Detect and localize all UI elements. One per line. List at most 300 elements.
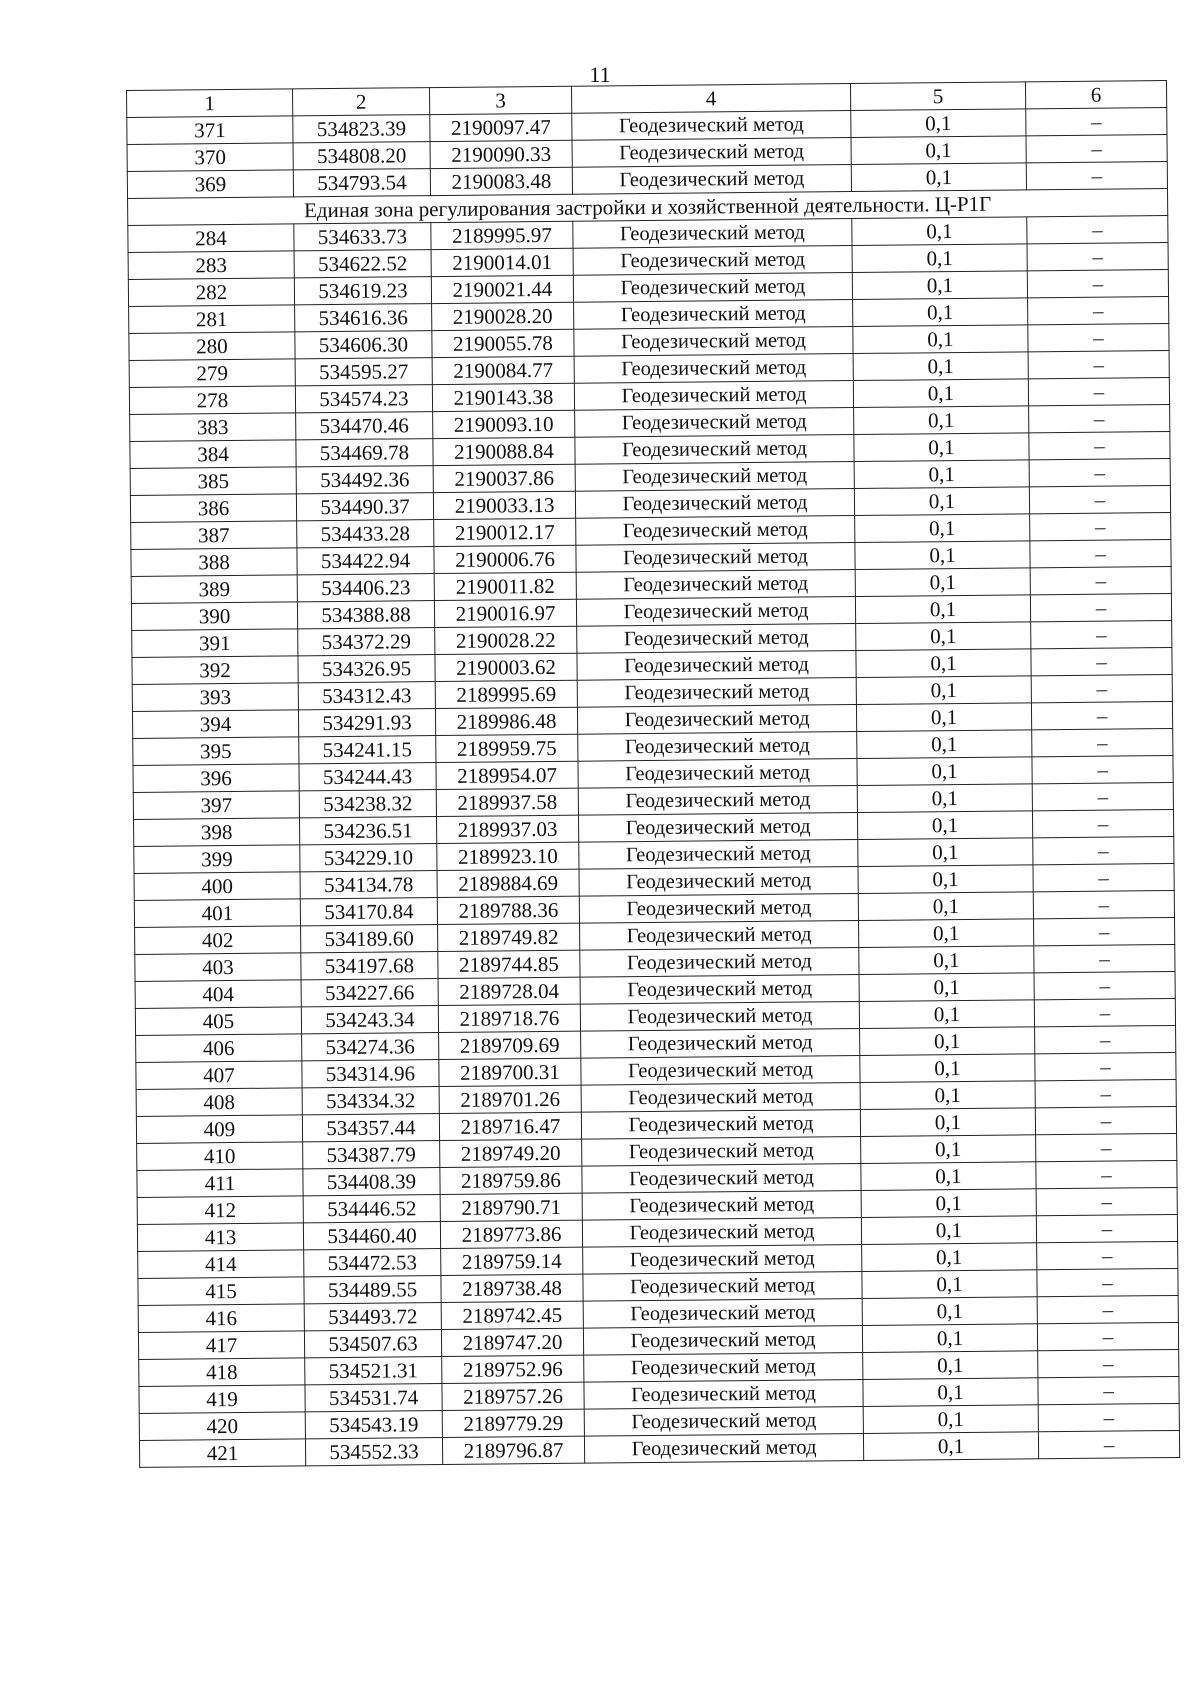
x-coordinate-cell: 534244.43 [299, 763, 436, 791]
x-coordinate-cell: 534422.94 [297, 547, 434, 575]
column-6-cell: – [1027, 216, 1168, 244]
y-coordinate-cell: 2189937.58 [436, 788, 578, 816]
point-number-cell: 404 [135, 980, 301, 1009]
accuracy-cell: 0,1 [859, 1000, 1034, 1029]
method-cell: Геодезический метод [584, 1379, 863, 1409]
accuracy-cell: 0,1 [861, 1135, 1036, 1164]
x-coordinate-cell: 534229.10 [300, 844, 437, 872]
method-cell: Геодезический метод [581, 1029, 860, 1059]
y-coordinate-cell: 2189796.87 [442, 1436, 584, 1464]
column-6-cell: – [1028, 377, 1169, 405]
header-cell-2: 2 [292, 88, 429, 116]
x-coordinate-cell: 534595.27 [295, 358, 432, 386]
x-coordinate-cell: 534326.95 [298, 655, 435, 683]
accuracy-cell: 0,1 [858, 838, 1033, 867]
accuracy-cell: 0,1 [856, 622, 1031, 651]
method-cell: Геодезический метод [580, 921, 859, 951]
point-number-cell: 400 [134, 872, 300, 901]
x-coordinate-cell: 534808.20 [293, 142, 430, 170]
x-coordinate-cell: 534334.32 [302, 1087, 439, 1115]
column-6-cell: – [1038, 1403, 1179, 1431]
x-coordinate-cell: 534460.40 [303, 1222, 440, 1250]
column-6-cell: – [1034, 971, 1175, 999]
y-coordinate-cell: 2189954.07 [436, 761, 578, 789]
y-coordinate-cell: 2189701.26 [439, 1085, 581, 1113]
accuracy-cell: 0,1 [854, 406, 1029, 435]
x-coordinate-cell: 534357.44 [302, 1114, 439, 1142]
method-cell: Геодезический метод [574, 300, 853, 330]
point-number-cell: 387 [131, 521, 297, 550]
column-6-cell: – [1036, 1214, 1177, 1242]
y-coordinate-cell: 2189744.85 [438, 950, 580, 978]
method-cell: Геодезический метод [584, 1406, 863, 1436]
accuracy-cell: 0,1 [853, 379, 1028, 408]
column-6-cell: – [1030, 566, 1171, 594]
column-6-cell: – [1031, 620, 1172, 648]
accuracy-cell: 0,1 [856, 703, 1031, 732]
accuracy-cell: 0,1 [862, 1270, 1037, 1299]
accuracy-cell: 0,1 [853, 352, 1028, 381]
method-cell: Геодезический метод [580, 948, 859, 978]
point-number-cell: 398 [134, 818, 300, 847]
point-number-cell: 408 [136, 1088, 302, 1117]
column-6-cell: – [1033, 890, 1174, 918]
accuracy-cell: 0,1 [854, 487, 1029, 516]
point-number-cell: 399 [134, 845, 300, 874]
method-cell: Геодезический метод [577, 705, 856, 735]
point-number-cell: 409 [136, 1115, 302, 1144]
y-coordinate-cell: 2190003.62 [435, 653, 577, 681]
column-6-cell: – [1030, 512, 1171, 540]
point-number-cell: 403 [135, 953, 301, 982]
y-coordinate-cell: 2189728.04 [438, 977, 580, 1005]
coordinates-table-body [127, 81, 1180, 1468]
x-coordinate-cell: 534492.36 [296, 466, 433, 494]
x-coordinate-cell: 534521.31 [305, 1357, 442, 1385]
accuracy-cell: 0,1 [855, 514, 1030, 543]
column-6-cell: – [1032, 728, 1173, 756]
accuracy-cell: 0,1 [863, 1432, 1038, 1461]
x-coordinate-cell: 534274.36 [302, 1033, 439, 1061]
column-6-cell: – [1026, 108, 1167, 136]
method-cell: Геодезический метод [582, 1163, 861, 1193]
y-coordinate-cell: 2190097.47 [430, 113, 572, 141]
point-number-cell: 415 [138, 1277, 304, 1306]
y-coordinate-cell: 2190028.22 [435, 626, 577, 654]
method-cell: Геодезический метод [584, 1352, 863, 1382]
accuracy-cell: 0,1 [861, 1216, 1036, 1245]
method-cell: Геодезический метод [576, 543, 855, 573]
method-cell: Геодезический метод [583, 1271, 862, 1301]
accuracy-cell: 0,1 [851, 109, 1026, 138]
point-number-cell: 413 [137, 1223, 303, 1252]
coordinates-table [126, 80, 1180, 1468]
method-cell: Геодезический метод [578, 759, 857, 789]
point-number-cell: 402 [135, 926, 301, 955]
accuracy-cell: 0,1 [857, 730, 1032, 759]
y-coordinate-cell: 2190143.38 [432, 383, 574, 411]
point-number-cell: 371 [127, 116, 293, 145]
accuracy-cell: 0,1 [859, 973, 1034, 1002]
method-cell: Геодезический метод [581, 1056, 860, 1086]
column-6-cell: – [1038, 1349, 1179, 1377]
method-cell: Геодезический метод [573, 273, 852, 303]
y-coordinate-cell: 2189779.29 [442, 1409, 584, 1437]
y-coordinate-cell: 2189738.48 [441, 1274, 583, 1302]
accuracy-cell: 0,1 [859, 946, 1034, 975]
method-cell: Геодезический метод [581, 1109, 860, 1139]
column-6-cell: – [1031, 701, 1172, 729]
accuracy-cell: 0,1 [851, 136, 1026, 165]
method-cell: Геодезический метод [580, 1002, 859, 1032]
y-coordinate-cell: 2189709.69 [439, 1031, 581, 1059]
zone-title: Единая зона регулирования застройки и хозяйственной деятельности. Ц-Р1Г [128, 189, 1168, 226]
header-cell-1: 1 [127, 89, 293, 118]
x-coordinate-cell: 534490.37 [296, 493, 433, 521]
method-cell: Геодезический метод [573, 219, 852, 249]
method-cell: Геодезический метод [572, 111, 851, 141]
method-cell: Геодезический метод [581, 1082, 860, 1112]
point-number-cell: 407 [136, 1061, 302, 1090]
method-cell: Геодезический метод [578, 786, 857, 816]
point-number-cell: 390 [131, 602, 297, 631]
point-number-cell: 278 [129, 386, 295, 415]
x-coordinate-cell: 534446.52 [303, 1195, 440, 1223]
y-coordinate-cell: 2189773.86 [440, 1220, 582, 1248]
column-6-cell: – [1034, 944, 1175, 972]
accuracy-cell: 0,1 [854, 460, 1029, 489]
column-6-cell: – [1030, 593, 1171, 621]
accuracy-cell: 0,1 [851, 163, 1026, 192]
y-coordinate-cell: 2189790.71 [440, 1193, 582, 1221]
column-6-cell: – [1029, 431, 1170, 459]
accuracy-cell: 0,1 [855, 595, 1030, 624]
method-cell: Геодезический метод [577, 678, 856, 708]
accuracy-cell: 0,1 [852, 271, 1027, 300]
point-number-cell: 383 [130, 413, 296, 442]
point-number-cell: 391 [132, 629, 298, 658]
accuracy-cell: 0,1 [863, 1351, 1038, 1380]
accuracy-cell: 0,1 [859, 919, 1034, 948]
y-coordinate-cell: 2189716.47 [439, 1112, 581, 1140]
x-coordinate-cell: 534408.39 [303, 1168, 440, 1196]
accuracy-cell: 0,1 [856, 649, 1031, 678]
accuracy-cell: 0,1 [858, 865, 1033, 894]
accuracy-cell: 0,1 [863, 1405, 1038, 1434]
column-6-cell: – [1036, 1133, 1177, 1161]
x-coordinate-cell: 534236.51 [299, 817, 436, 845]
y-coordinate-cell: 2189757.26 [442, 1382, 584, 1410]
y-coordinate-cell: 2189759.86 [440, 1166, 582, 1194]
y-coordinate-cell: 2190084.77 [432, 356, 574, 384]
y-coordinate-cell: 2189986.48 [435, 707, 577, 735]
y-coordinate-cell: 2189923.10 [437, 842, 579, 870]
point-number-cell: 283 [128, 251, 294, 280]
column-6-cell: – [1035, 1079, 1176, 1107]
y-coordinate-cell: 2190012.17 [434, 518, 576, 546]
header-cell-6: 6 [1025, 81, 1166, 109]
method-cell: Геодезический метод [578, 732, 857, 762]
y-coordinate-cell: 2189759.14 [441, 1247, 583, 1275]
point-number-cell: 396 [133, 764, 299, 793]
column-6-cell: – [1027, 243, 1168, 271]
column-6-cell: – [1034, 998, 1175, 1026]
column-6-cell: – [1038, 1376, 1179, 1404]
x-coordinate-cell: 534531.74 [305, 1384, 442, 1412]
accuracy-cell: 0,1 [862, 1243, 1037, 1272]
x-coordinate-cell: 534387.79 [303, 1141, 440, 1169]
coordinates-sheet [126, 80, 1180, 1468]
x-coordinate-cell: 534507.63 [304, 1330, 441, 1358]
point-number-cell: 406 [136, 1034, 302, 1063]
y-coordinate-cell: 2189937.03 [436, 815, 578, 843]
column-6-cell: – [1037, 1268, 1178, 1296]
method-cell: Геодезический метод [582, 1217, 861, 1247]
y-coordinate-cell: 2189752.96 [442, 1355, 584, 1383]
column-6-cell: – [1037, 1295, 1178, 1323]
point-number-cell: 384 [130, 440, 296, 469]
y-coordinate-cell: 2189718.76 [438, 1004, 580, 1032]
method-cell: Геодезический метод [572, 165, 851, 195]
method-cell: Геодезический метод [575, 435, 854, 465]
method-cell: Геодезический метод [575, 489, 854, 519]
column-6-cell: – [1035, 1052, 1176, 1080]
column-6-cell: – [1027, 270, 1168, 298]
accuracy-cell: 0,1 [853, 325, 1028, 354]
y-coordinate-cell: 2190083.48 [430, 167, 572, 195]
x-coordinate-cell: 534622.52 [294, 250, 431, 278]
point-number-cell: 412 [137, 1196, 303, 1225]
point-number-cell: 418 [139, 1358, 305, 1387]
column-6-cell: – [1031, 674, 1172, 702]
header-cell-5: 5 [850, 82, 1025, 111]
column-6-cell: – [1032, 809, 1173, 837]
column-6-cell: – [1038, 1430, 1179, 1458]
point-number-cell: 279 [129, 359, 295, 388]
x-coordinate-cell: 534388.88 [297, 601, 434, 629]
column-6-cell: – [1028, 297, 1169, 325]
header-cell-3: 3 [429, 86, 571, 114]
y-coordinate-cell: 2189995.97 [431, 221, 573, 249]
column-6-cell: – [1035, 1106, 1176, 1134]
accuracy-cell: 0,1 [852, 244, 1027, 273]
x-coordinate-cell: 534616.36 [295, 304, 432, 332]
point-number-cell: 419 [139, 1385, 305, 1414]
x-coordinate-cell: 534197.68 [301, 952, 438, 980]
point-number-cell: 416 [138, 1304, 304, 1333]
x-coordinate-cell: 534472.53 [304, 1249, 441, 1277]
column-6-cell: – [1037, 1241, 1178, 1269]
method-cell: Геодезический метод [574, 354, 853, 384]
x-coordinate-cell: 534823.39 [293, 115, 430, 143]
method-cell: Геодезический метод [584, 1433, 863, 1463]
point-number-cell: 417 [138, 1331, 304, 1360]
x-coordinate-cell: 534493.72 [304, 1303, 441, 1331]
method-cell: Геодезический метод [574, 381, 853, 411]
y-coordinate-cell: 2189788.36 [437, 896, 579, 924]
y-coordinate-cell: 2190014.01 [431, 248, 573, 276]
accuracy-cell: 0,1 [857, 757, 1032, 786]
y-coordinate-cell: 2190011.82 [434, 572, 576, 600]
x-coordinate-cell: 534619.23 [294, 277, 431, 305]
y-coordinate-cell: 2190090.33 [430, 140, 572, 168]
method-cell: Геодезический метод [582, 1136, 861, 1166]
point-number-cell: 421 [139, 1439, 305, 1468]
point-number-cell: 420 [139, 1412, 305, 1441]
x-coordinate-cell: 534170.84 [300, 898, 437, 926]
point-number-cell: 388 [131, 548, 297, 577]
point-number-cell: 284 [128, 224, 294, 253]
x-coordinate-cell: 534574.23 [295, 385, 432, 413]
x-coordinate-cell: 534433.28 [297, 520, 434, 548]
y-coordinate-cell: 2189959.75 [436, 734, 578, 762]
point-number-cell: 401 [134, 899, 300, 928]
accuracy-cell: 0,1 [862, 1324, 1037, 1353]
point-number-cell: 394 [132, 710, 298, 739]
point-number-cell: 411 [137, 1169, 303, 1198]
x-coordinate-cell: 534291.93 [298, 709, 435, 737]
x-coordinate-cell: 534134.78 [300, 871, 437, 899]
method-cell: Геодезический метод [583, 1244, 862, 1274]
accuracy-cell: 0,1 [861, 1162, 1036, 1191]
method-cell: Геодезический метод [579, 894, 858, 924]
point-number-cell: 405 [135, 1007, 301, 1036]
column-6-cell: – [1030, 539, 1171, 567]
x-coordinate-cell: 534241.15 [299, 736, 436, 764]
point-number-cell: 397 [133, 791, 299, 820]
column-6-cell: – [1028, 350, 1169, 378]
x-coordinate-cell: 534606.30 [295, 331, 432, 359]
x-coordinate-cell: 534227.66 [301, 979, 438, 1007]
method-cell: Геодезический метод [577, 624, 856, 654]
column-6-cell: – [1032, 782, 1173, 810]
column-6-cell: – [1026, 135, 1167, 163]
column-6-cell: – [1033, 836, 1174, 864]
method-cell: Геодезический метод [575, 462, 854, 492]
y-coordinate-cell: 2189742.45 [441, 1301, 583, 1329]
y-coordinate-cell: 2189700.31 [439, 1058, 581, 1086]
y-coordinate-cell: 2190021.44 [431, 275, 573, 303]
column-6-cell: – [1036, 1187, 1177, 1215]
point-number-cell: 386 [130, 494, 296, 523]
point-number-cell: 370 [127, 143, 293, 172]
method-cell: Геодезический метод [575, 408, 854, 438]
accuracy-cell: 0,1 [860, 1108, 1035, 1137]
y-coordinate-cell: 2190016.97 [434, 599, 576, 627]
method-cell: Геодезический метод [573, 246, 852, 276]
x-coordinate-cell: 534372.29 [298, 628, 435, 656]
method-cell: Геодезический метод [579, 840, 858, 870]
x-coordinate-cell: 534793.54 [293, 169, 430, 197]
accuracy-cell: 0,1 [852, 217, 1027, 246]
y-coordinate-cell: 2189747.20 [441, 1328, 583, 1356]
accuracy-cell: 0,1 [863, 1378, 1038, 1407]
point-number-cell: 280 [129, 332, 295, 361]
accuracy-cell: 0,1 [860, 1054, 1035, 1083]
point-number-cell: 393 [132, 683, 298, 712]
accuracy-cell: 0,1 [860, 1027, 1035, 1056]
y-coordinate-cell: 2190033.13 [433, 491, 575, 519]
x-coordinate-cell: 534243.34 [301, 1006, 438, 1034]
method-cell: Геодезический метод [582, 1190, 861, 1220]
y-coordinate-cell: 2189749.20 [440, 1139, 582, 1167]
point-number-cell: 389 [131, 575, 297, 604]
x-coordinate-cell: 534489.55 [304, 1276, 441, 1304]
point-number-cell: 414 [138, 1250, 304, 1279]
column-6-cell: – [1029, 404, 1170, 432]
y-coordinate-cell: 2190055.78 [432, 329, 574, 357]
y-coordinate-cell: 2189995.69 [435, 680, 577, 708]
x-coordinate-cell: 534552.33 [305, 1438, 442, 1466]
method-cell: Геодезический метод [574, 327, 853, 357]
column-6-cell: – [1032, 755, 1173, 783]
accuracy-cell: 0,1 [855, 568, 1030, 597]
column-6-cell: – [1036, 1160, 1177, 1188]
method-cell: Геодезический метод [576, 570, 855, 600]
point-number-cell: 392 [132, 656, 298, 685]
accuracy-cell: 0,1 [862, 1297, 1037, 1326]
method-cell: Геодезический метод [579, 867, 858, 897]
accuracy-cell: 0,1 [861, 1189, 1036, 1218]
x-coordinate-cell: 534189.60 [301, 925, 438, 953]
column-6-cell: – [1026, 162, 1167, 190]
method-cell: Геодезический метод [583, 1325, 862, 1355]
y-coordinate-cell: 2190088.84 [433, 437, 575, 465]
page-number: 11 [589, 62, 611, 87]
x-coordinate-cell: 534314.96 [302, 1060, 439, 1088]
point-number-cell: 395 [133, 737, 299, 766]
accuracy-cell: 0,1 [857, 784, 1032, 813]
accuracy-cell: 0,1 [854, 433, 1029, 462]
accuracy-cell: 0,1 [856, 676, 1031, 705]
x-coordinate-cell: 534238.32 [299, 790, 436, 818]
column-6-cell: – [1037, 1322, 1178, 1350]
point-number-cell: 282 [128, 278, 294, 307]
header-cell-4: 4 [571, 84, 850, 114]
point-number-cell: 410 [137, 1142, 303, 1171]
y-coordinate-cell: 2190093.10 [433, 410, 575, 438]
method-cell: Геодезический метод [583, 1298, 862, 1328]
method-cell: Геодезический метод [576, 597, 855, 627]
y-coordinate-cell: 2190037.86 [433, 464, 575, 492]
accuracy-cell: 0,1 [858, 892, 1033, 921]
y-coordinate-cell: 2190028.20 [432, 302, 574, 330]
x-coordinate-cell: 534312.43 [298, 682, 435, 710]
y-coordinate-cell: 2189884.69 [437, 869, 579, 897]
column-6-cell: – [1035, 1025, 1176, 1053]
x-coordinate-cell: 534633.73 [294, 223, 431, 251]
method-cell: Геодезический метод [576, 516, 855, 546]
column-6-cell: – [1029, 485, 1170, 513]
x-coordinate-cell: 534543.19 [305, 1411, 442, 1439]
y-coordinate-cell: 2189749.82 [438, 923, 580, 951]
point-number-cell: 281 [129, 305, 295, 334]
method-cell: Геодезический метод [572, 138, 851, 168]
x-coordinate-cell: 534469.78 [296, 439, 433, 467]
column-6-cell: – [1029, 458, 1170, 486]
accuracy-cell: 0,1 [857, 811, 1032, 840]
point-number-cell: 369 [127, 170, 293, 199]
method-cell: Геодезический метод [580, 975, 859, 1005]
column-6-cell: – [1028, 324, 1169, 352]
x-coordinate-cell: 534470.46 [296, 412, 433, 440]
column-6-cell: – [1033, 863, 1174, 891]
method-cell: Геодезический метод [577, 651, 856, 681]
column-6-cell: – [1031, 647, 1172, 675]
accuracy-cell: 0,1 [853, 298, 1028, 327]
accuracy-cell: 0,1 [860, 1081, 1035, 1110]
y-coordinate-cell: 2190006.76 [434, 545, 576, 573]
